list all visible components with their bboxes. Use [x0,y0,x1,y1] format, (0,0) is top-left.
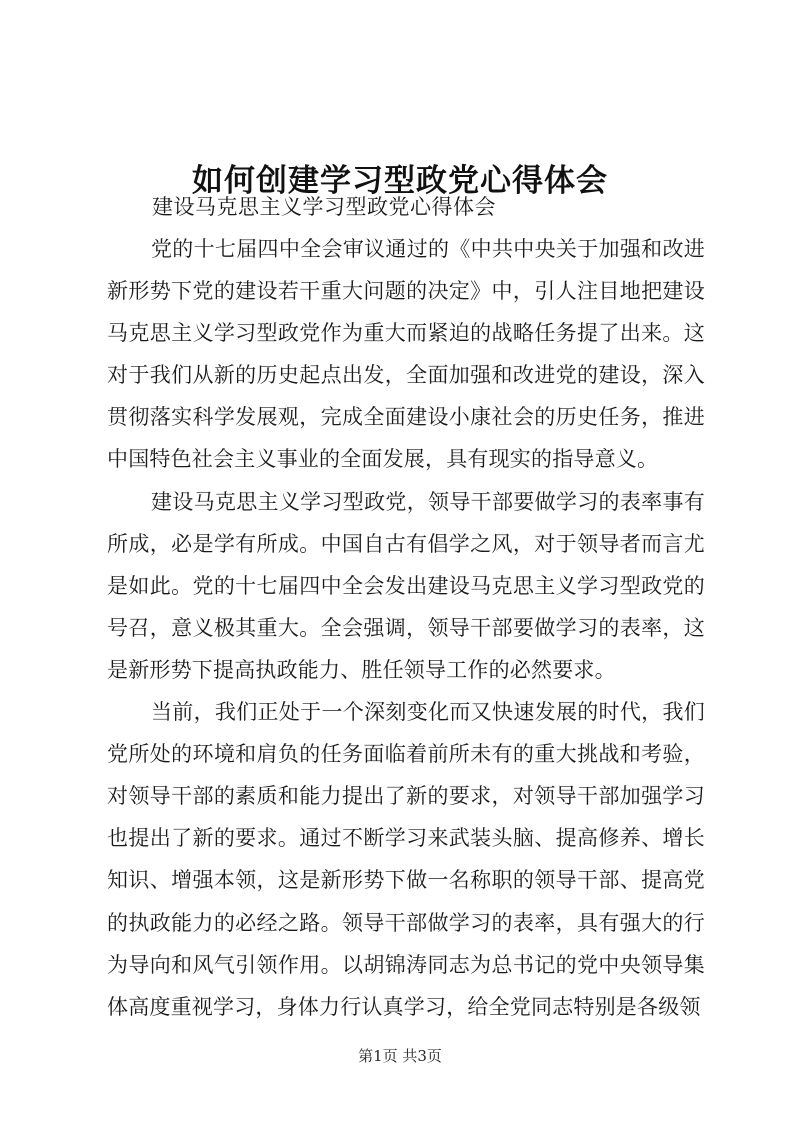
page-number-footer: 第1页 共3页 [358,1047,442,1065]
document-body [107,186,705,1028]
paragraph: 党的十七届四中全会审议通过的《中共中央关于加强和改进新形势下党的建设若干重大问题的决定》中，引人注目地把建设马克思主义学习型政党作为重大而紧迫的战略任务提了出来。这对于我们从新的历史起点出发，全面加强和改进党的建设，深入贯彻落实科学发展观，完成全面建设小康社会的历史任务，推进中国特色社会主义事业的全面发展，具有现实的指导意义。 [107,237,705,472]
document-subtitle: 建设马克思主义学习型政党心得体会 [152,195,496,219]
page-title: 如何创建学习型政党心得体会 [192,162,608,199]
paragraph: 当前，我们正处于一个深刻变化而又快速发展的时代，我们党所处的环境和肩负的任务面临着前所未有的重大挑战和考验，对领导干部的素质和能力提出了新的要求，对领导干部加强学习也提出了新的要求。通过不断学习来武装头脑、提高修养、增长知识、增强本领，这是新形势下做一名称职的领导干部、提高党的执政能力的必经之路。领导干部做学习的表率，具有强大的行为导向和风气引领作用。以胡锦涛同志为总书记的党中央领导集体高度重视学习，身体力行认真学习，给全党同志特别是各级领 [107,700,705,1019]
paragraph: 建设马克思主义学习型政党，领导干部要做学习的表率事有所成，必是学有所成。中国自古有倡学之风，对于领导者而言尤是如此。党的十七届四中全会发出建设马克思主义学习型政党的号召，意义极其重大。全会强调，领导干部要做学习的表率，这是新形势下提高执政能力、胜任领导工作的必然要求。 [107,489,705,682]
